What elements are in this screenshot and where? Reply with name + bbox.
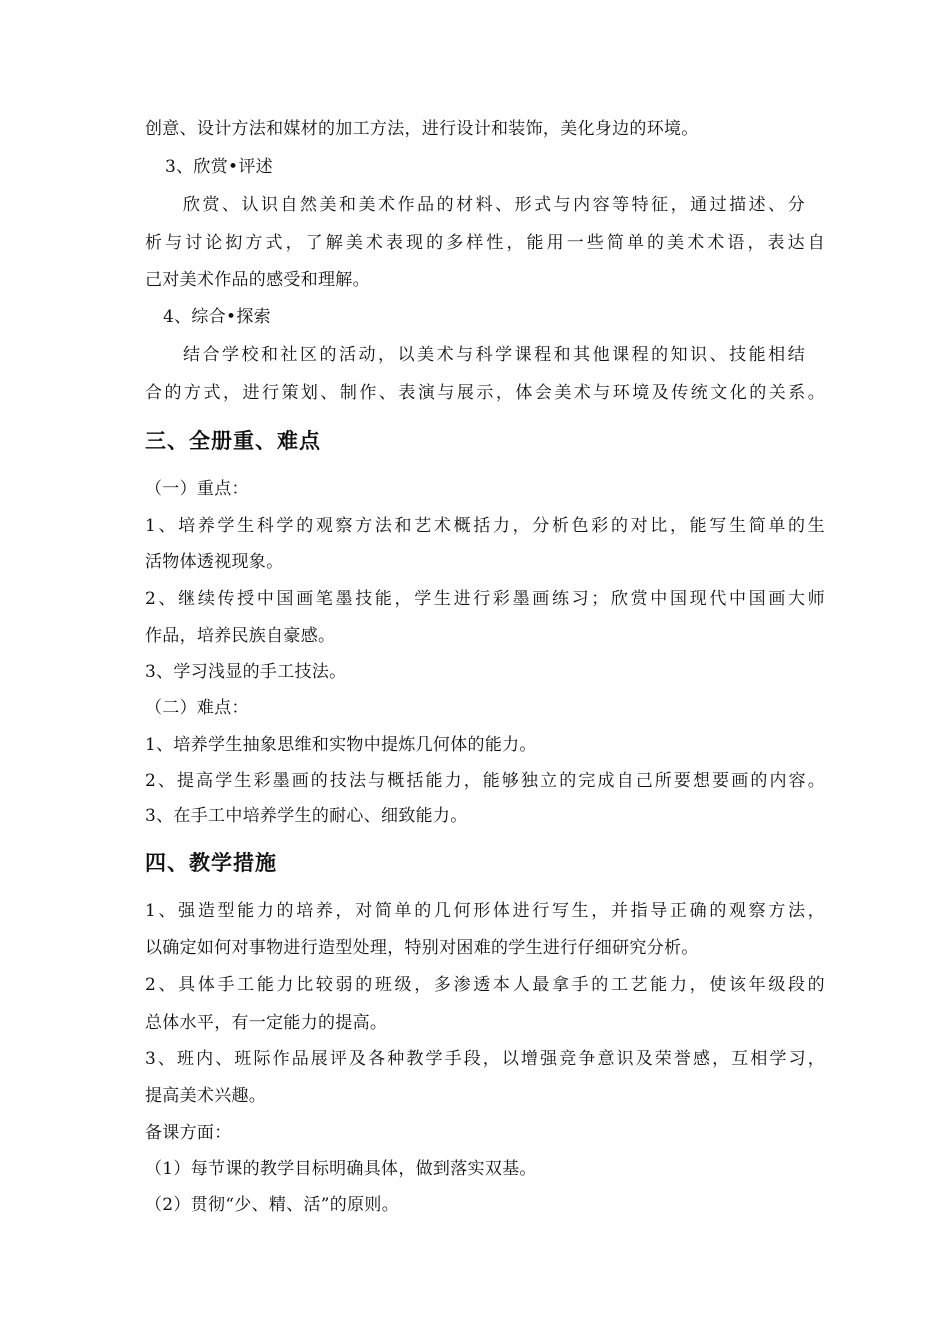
section-heading-teaching-measures: 四、教学措施 bbox=[145, 851, 277, 875]
difficulties-label: （二）难点： bbox=[145, 698, 249, 718]
paragraph-line: 合的方式，进行策划、制作、表演与展示，体会美术与环境及传统文化的关系。 bbox=[145, 383, 825, 403]
list-item-continuation: 总体水平，有一定能力的提高。 bbox=[145, 1013, 388, 1033]
key-points-label: （一）重点： bbox=[145, 479, 249, 499]
list-item: （2）贯彻“少、精、活”的原则。 bbox=[145, 1195, 399, 1215]
list-item-continuation: 活物体透视现象。 bbox=[145, 552, 284, 572]
list-item-continuation: 提高美术兴趣。 bbox=[145, 1086, 267, 1106]
list-item: 2、具体手工能力比较弱的班级，多渗透本人最拿手的工艺能力，使该年级段的 bbox=[145, 975, 825, 995]
lesson-prep-label: 备课方面： bbox=[145, 1123, 232, 1143]
section-heading-key-difficult-points: 三、全册重、难点 bbox=[145, 429, 321, 453]
paragraph-line: 创意、设计方法和媒材的加工方法，进行设计和装饰，美化身边的环境。 bbox=[145, 119, 699, 139]
list-item: 1、培养学生科学的观察方法和艺术概括力，分析色彩的对比，能写生简单的生 bbox=[145, 516, 825, 536]
list-item: 2、提高学生彩墨画的技法与概括能力，能够独立的完成自己所要想要画的内容。 bbox=[145, 771, 825, 791]
subsection-title-comprehensive: 4、综合•探索 bbox=[163, 307, 271, 327]
paragraph-line: 欣赏、认识自然美和美术作品的材料、形式与内容等特征，通过描述、分 bbox=[183, 195, 805, 215]
list-item: 1、强造型能力的培养，对简单的几何形体进行写生，并指导正确的观察方法， bbox=[145, 901, 825, 921]
list-item: 3、在手工中培养学生的耐心、细致能力。 bbox=[145, 806, 468, 826]
paragraph-line: 己对美术作品的感受和理解。 bbox=[145, 270, 370, 290]
list-item: 1、培养学生抽象思维和实物中提炼几何体的能力。 bbox=[145, 735, 537, 755]
list-item: （1）每节课的教学目标明确具体，做到落实双基。 bbox=[145, 1159, 537, 1179]
list-item-continuation: 以确定如何对事物进行造型处理，特别对困难的学生进行仔细研究分析。 bbox=[145, 938, 699, 958]
paragraph-line: 析与讨论抝方式，了解美术表现的多样性，能用一些简单的美术术语，表达自 bbox=[145, 233, 825, 253]
paragraph-line: 结合学校和社区的活动，以美术与科学课程和其他课程的知识、技能相结 bbox=[183, 345, 805, 365]
subsection-title-appreciation: 3、欣赏•评述 bbox=[165, 157, 273, 177]
list-item: 3、学习浅显的手工技法。 bbox=[145, 662, 347, 682]
list-item: 3、班内、班际作品展评及各种教学手段，以增强竞争意识及荣誉感，互相学习， bbox=[145, 1049, 825, 1069]
list-item: 2、继续传授中国画笔墨技能，学生进行彩墨画练习；欣赏中国现代中国画大师 bbox=[145, 589, 825, 609]
list-item-continuation: 作品，培养民族自豪感。 bbox=[145, 626, 336, 646]
